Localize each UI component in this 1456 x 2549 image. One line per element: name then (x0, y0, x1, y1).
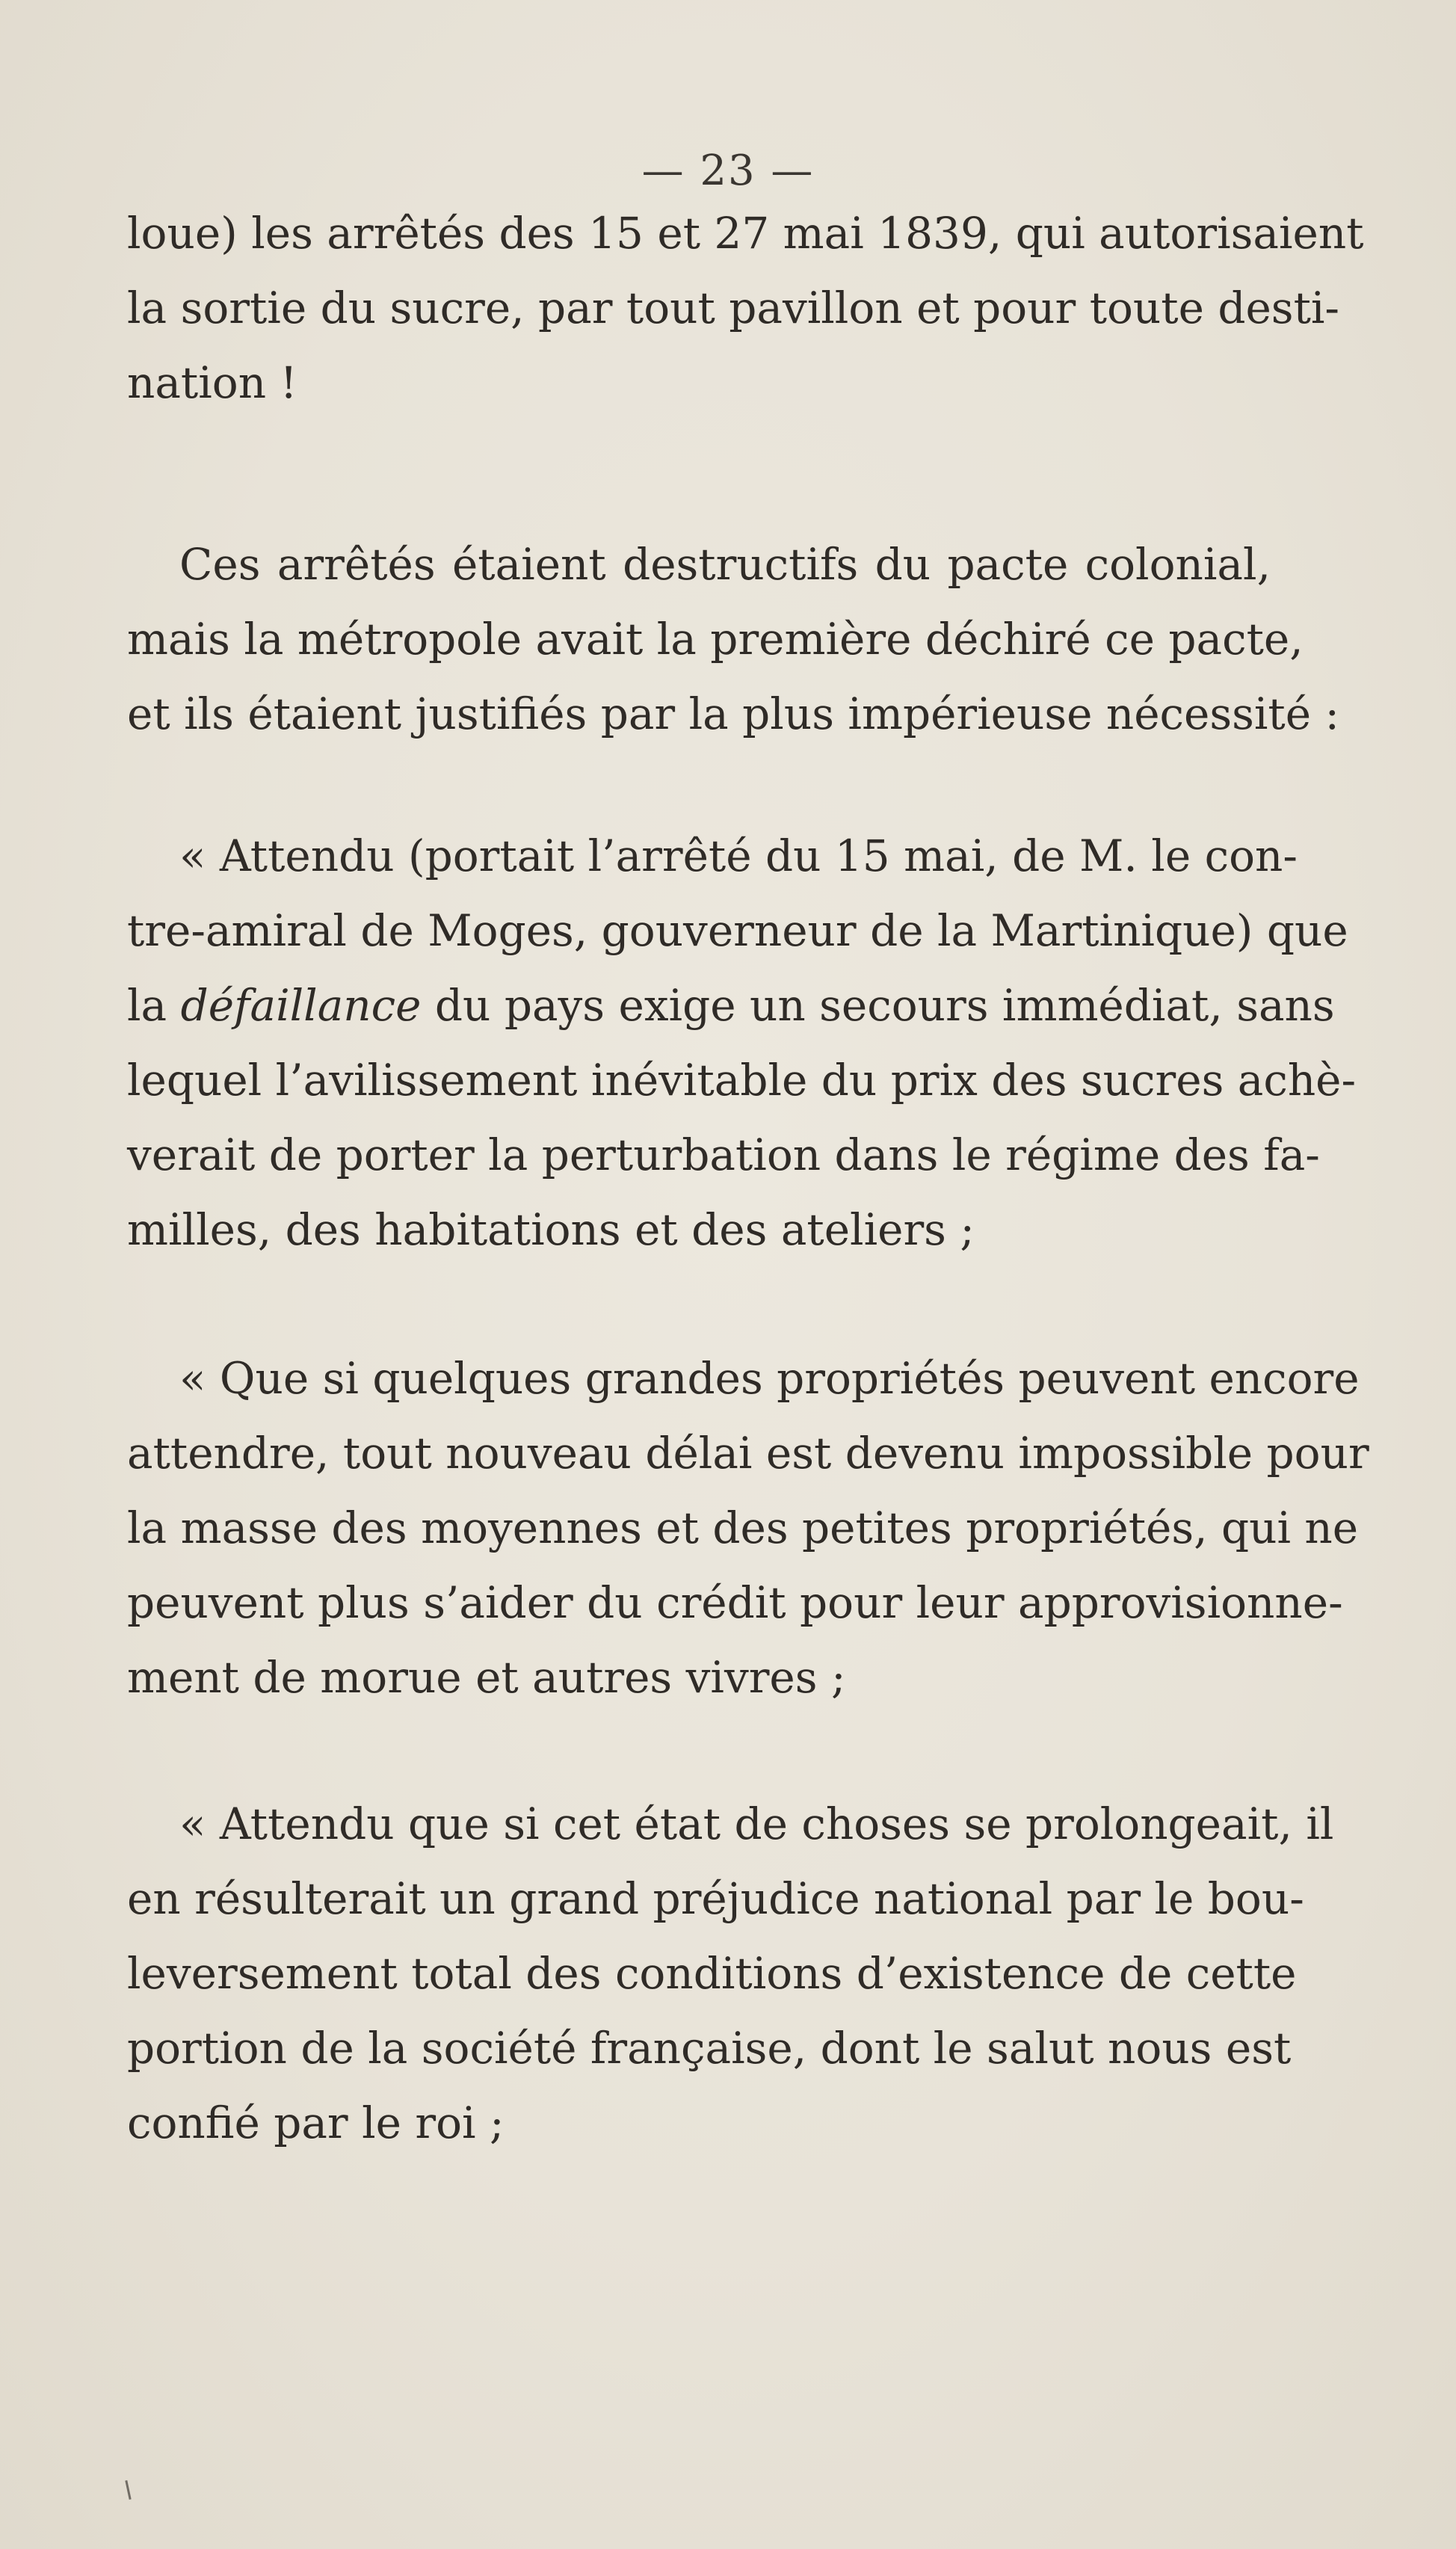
text-line: « Attendu que si cet état de choses se prolongeait, il (179, 1799, 1334, 1849)
text-fragment: la (127, 980, 181, 1031)
text-line: et ils étaient justifiés par la plus impérieuse nécessité : (127, 688, 1340, 739)
text-fragment: du pays exige un secours immédiat, sans (421, 980, 1335, 1031)
paragraph-3 (127, 819, 1357, 1267)
text-line: confié par le roi ; (127, 2098, 505, 2148)
text-line: lequel l’avilissement inévitable du prix des sucres achè- (127, 1055, 1357, 1106)
text-line: leversement total des conditions d’existence de cette (127, 1948, 1297, 1999)
text-line: ment de morue et autres vivres ; (127, 1652, 846, 1703)
text-line (127, 968, 1335, 1043)
page-number: — 23 — (641, 147, 815, 195)
text-line: attendre, tout nouveau délai est devenu impossible pour (127, 1428, 1369, 1479)
paragraph-5 (127, 1787, 1334, 2160)
text-line: milles, des habitations et des ateliers ; (127, 1204, 975, 1255)
text-line: tre-amiral de Moges, gouverneur de la Martinique) que (127, 905, 1348, 956)
text-line: peuvent plus s’aider du crédit pour leur approvisionne- (127, 1577, 1343, 1628)
italic-word: défaillance (180, 980, 422, 1031)
paragraph-4 (127, 1341, 1369, 1715)
text-line: en résulterait un grand préjudice national par le bou- (127, 1873, 1304, 1924)
text-line: verait de porter la perturbation dans le régime des fa- (127, 1129, 1320, 1180)
text-line: « Attendu (portait l’arrêté du 15 mai, de M. le con- (179, 830, 1298, 881)
text-line: loue) les arrêtés des 15 et 27 mai 1839, qui autorisaient (127, 208, 1364, 259)
text-line: mais la métropole avait la première déchiré ce pacte, (127, 614, 1304, 665)
ink-speck (125, 2480, 131, 2500)
text-line: la sortie du sucre, par tout pavillon et pour toute desti- (127, 283, 1340, 333)
text-line: portion de la société française, dont le salut nous est (127, 2023, 1292, 2074)
paragraph-2 (127, 527, 1340, 751)
text-line: Ces arrêtés étaient destructifs du pacte colonial, (179, 539, 1271, 590)
text-line: nation ! (127, 357, 297, 408)
text-line: la masse des moyennes et des petites propriétés, qui ne (127, 1502, 1359, 1553)
paragraph-1 (127, 196, 1364, 420)
text-line: « Que si quelques grandes propriétés peuvent encore (179, 1353, 1360, 1404)
